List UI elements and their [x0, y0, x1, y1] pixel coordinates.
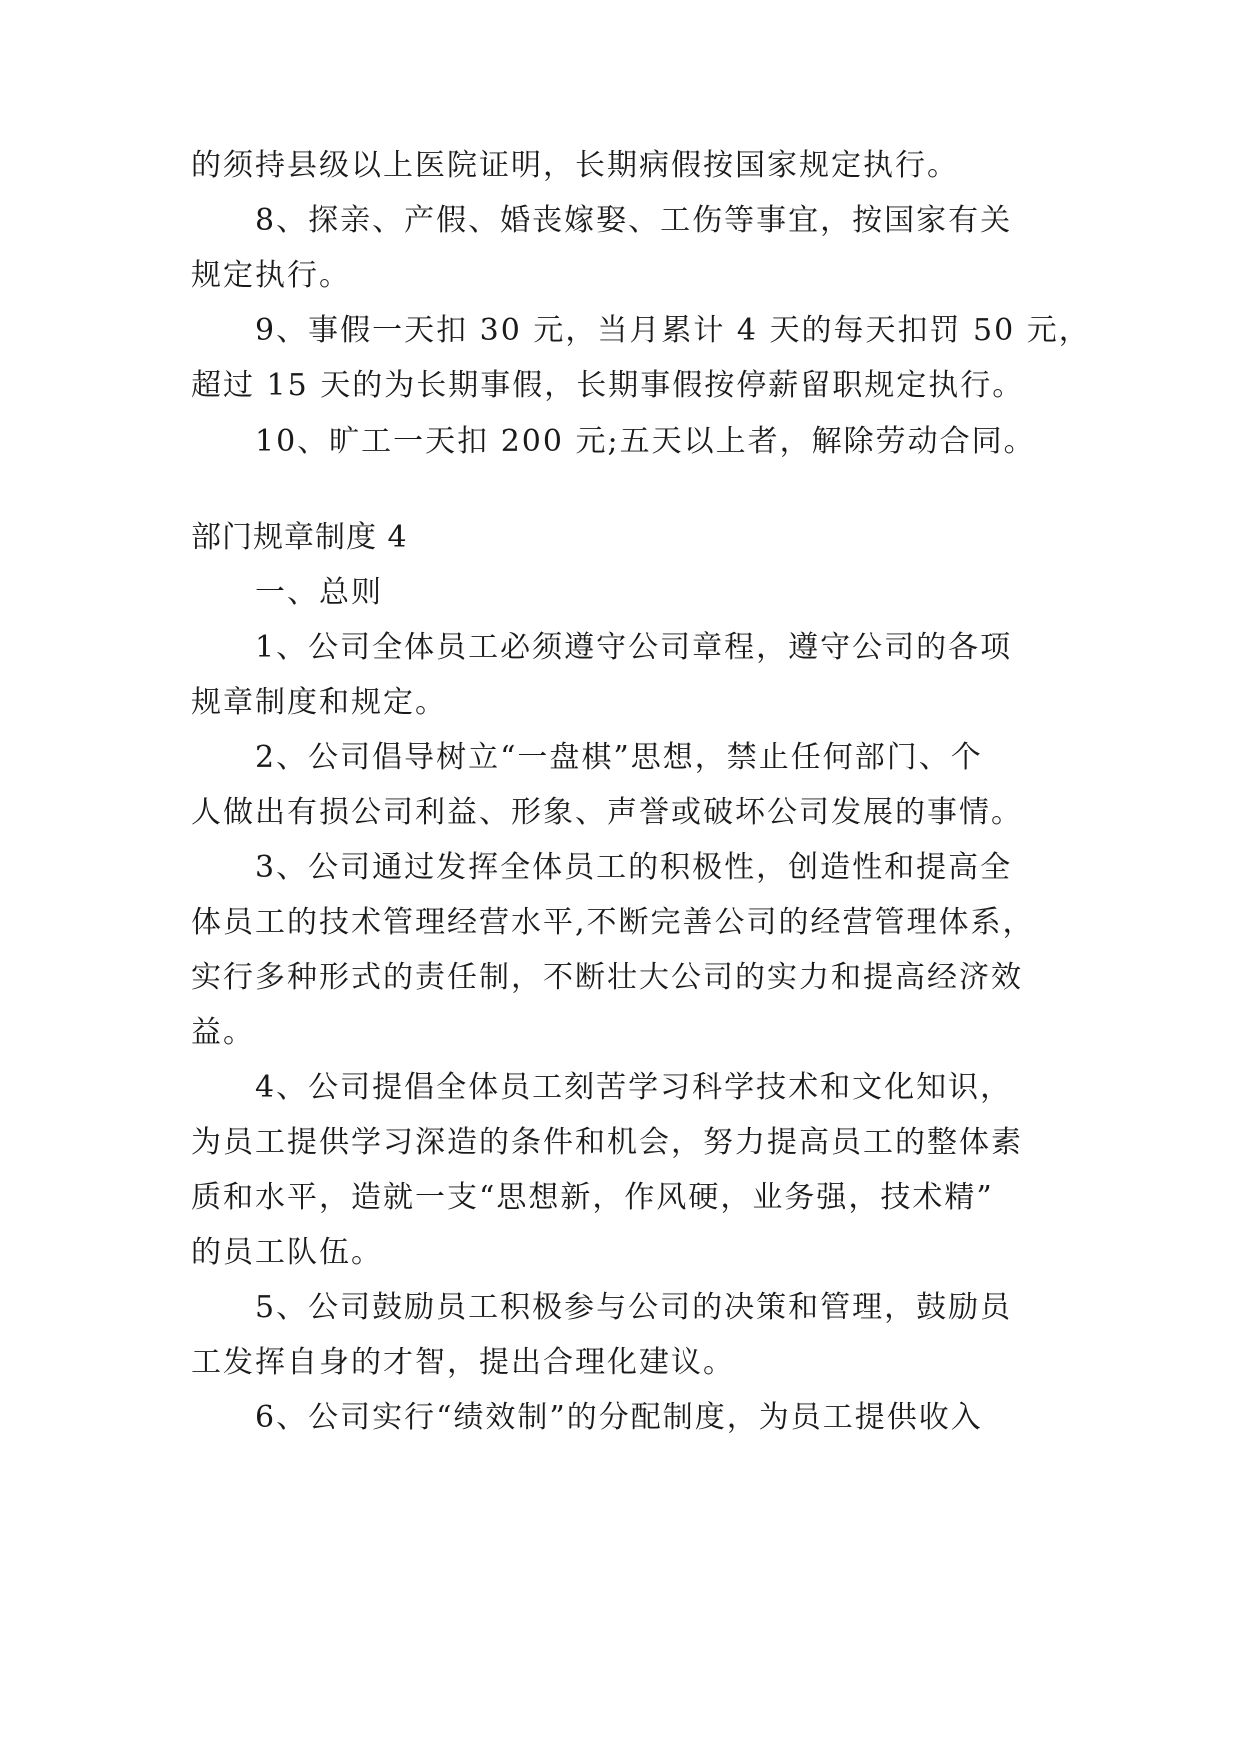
- text-line: 8、探亲、产假、婚丧嫁娶、工伤等事宜，按国家有关: [255, 203, 1013, 238]
- text-line: 规章制度和规定。: [191, 685, 447, 720]
- subsection-heading: 一、总则: [255, 575, 383, 610]
- text-line: 6、公司实行“绩效制”的分配制度，为员工提供收入: [255, 1400, 983, 1435]
- text-line: 为员工提供学习深造的条件和机会，努力提高员工的整体素: [191, 1125, 1023, 1160]
- text-line: 9、事假一天扣 30 元，当月累计 4 天的每天扣罚 50 元，: [255, 313, 1091, 348]
- text-line: 超过 15 天的为长期事假，长期事假按停薪留职规定执行。: [191, 368, 1025, 403]
- text-line: 工发挥自身的才智，提出合理化建议。: [191, 1345, 735, 1380]
- text-line: 的须持县级以上医院证明，长期病假按国家规定执行。: [191, 148, 959, 183]
- text-line: 2、公司倡导树立“一盘棋”思想，禁止任何部门、个: [255, 740, 983, 775]
- text-line: 益。: [191, 1015, 255, 1050]
- section-heading: 部门规章制度 4: [191, 520, 408, 555]
- text-line: 4、公司提倡全体员工刻苦学习科学技术和文化知识，: [255, 1070, 1013, 1105]
- text-line: 5、公司鼓励员工积极参与公司的决策和管理，鼓励员: [255, 1290, 1013, 1325]
- text-line: 体员工的技术管理经营水平,不断完善公司的经营管理体系，: [191, 905, 1035, 940]
- text-line: 质和水平，造就一支“思想新，作风硬，业务强，技术精”: [191, 1180, 994, 1215]
- text-line: 1、公司全体员工必须遵守公司章程，遵守公司的各项: [255, 630, 1013, 665]
- text-line: 3、公司通过发挥全体员工的积极性，创造性和提高全: [255, 850, 1013, 885]
- text-line: 的员工队伍。: [191, 1235, 383, 1270]
- text-line: 人做出有损公司利益、形象、声誉或破坏公司发展的事情。: [191, 795, 1023, 830]
- text-line: 实行多种形式的责任制，不断壮大公司的实力和提高经济效: [191, 960, 1023, 995]
- text-line: 规定执行。: [191, 258, 351, 293]
- text-line: 10、旷工一天扣 200 元;五天以上者，解除劳动合同。: [255, 424, 1036, 459]
